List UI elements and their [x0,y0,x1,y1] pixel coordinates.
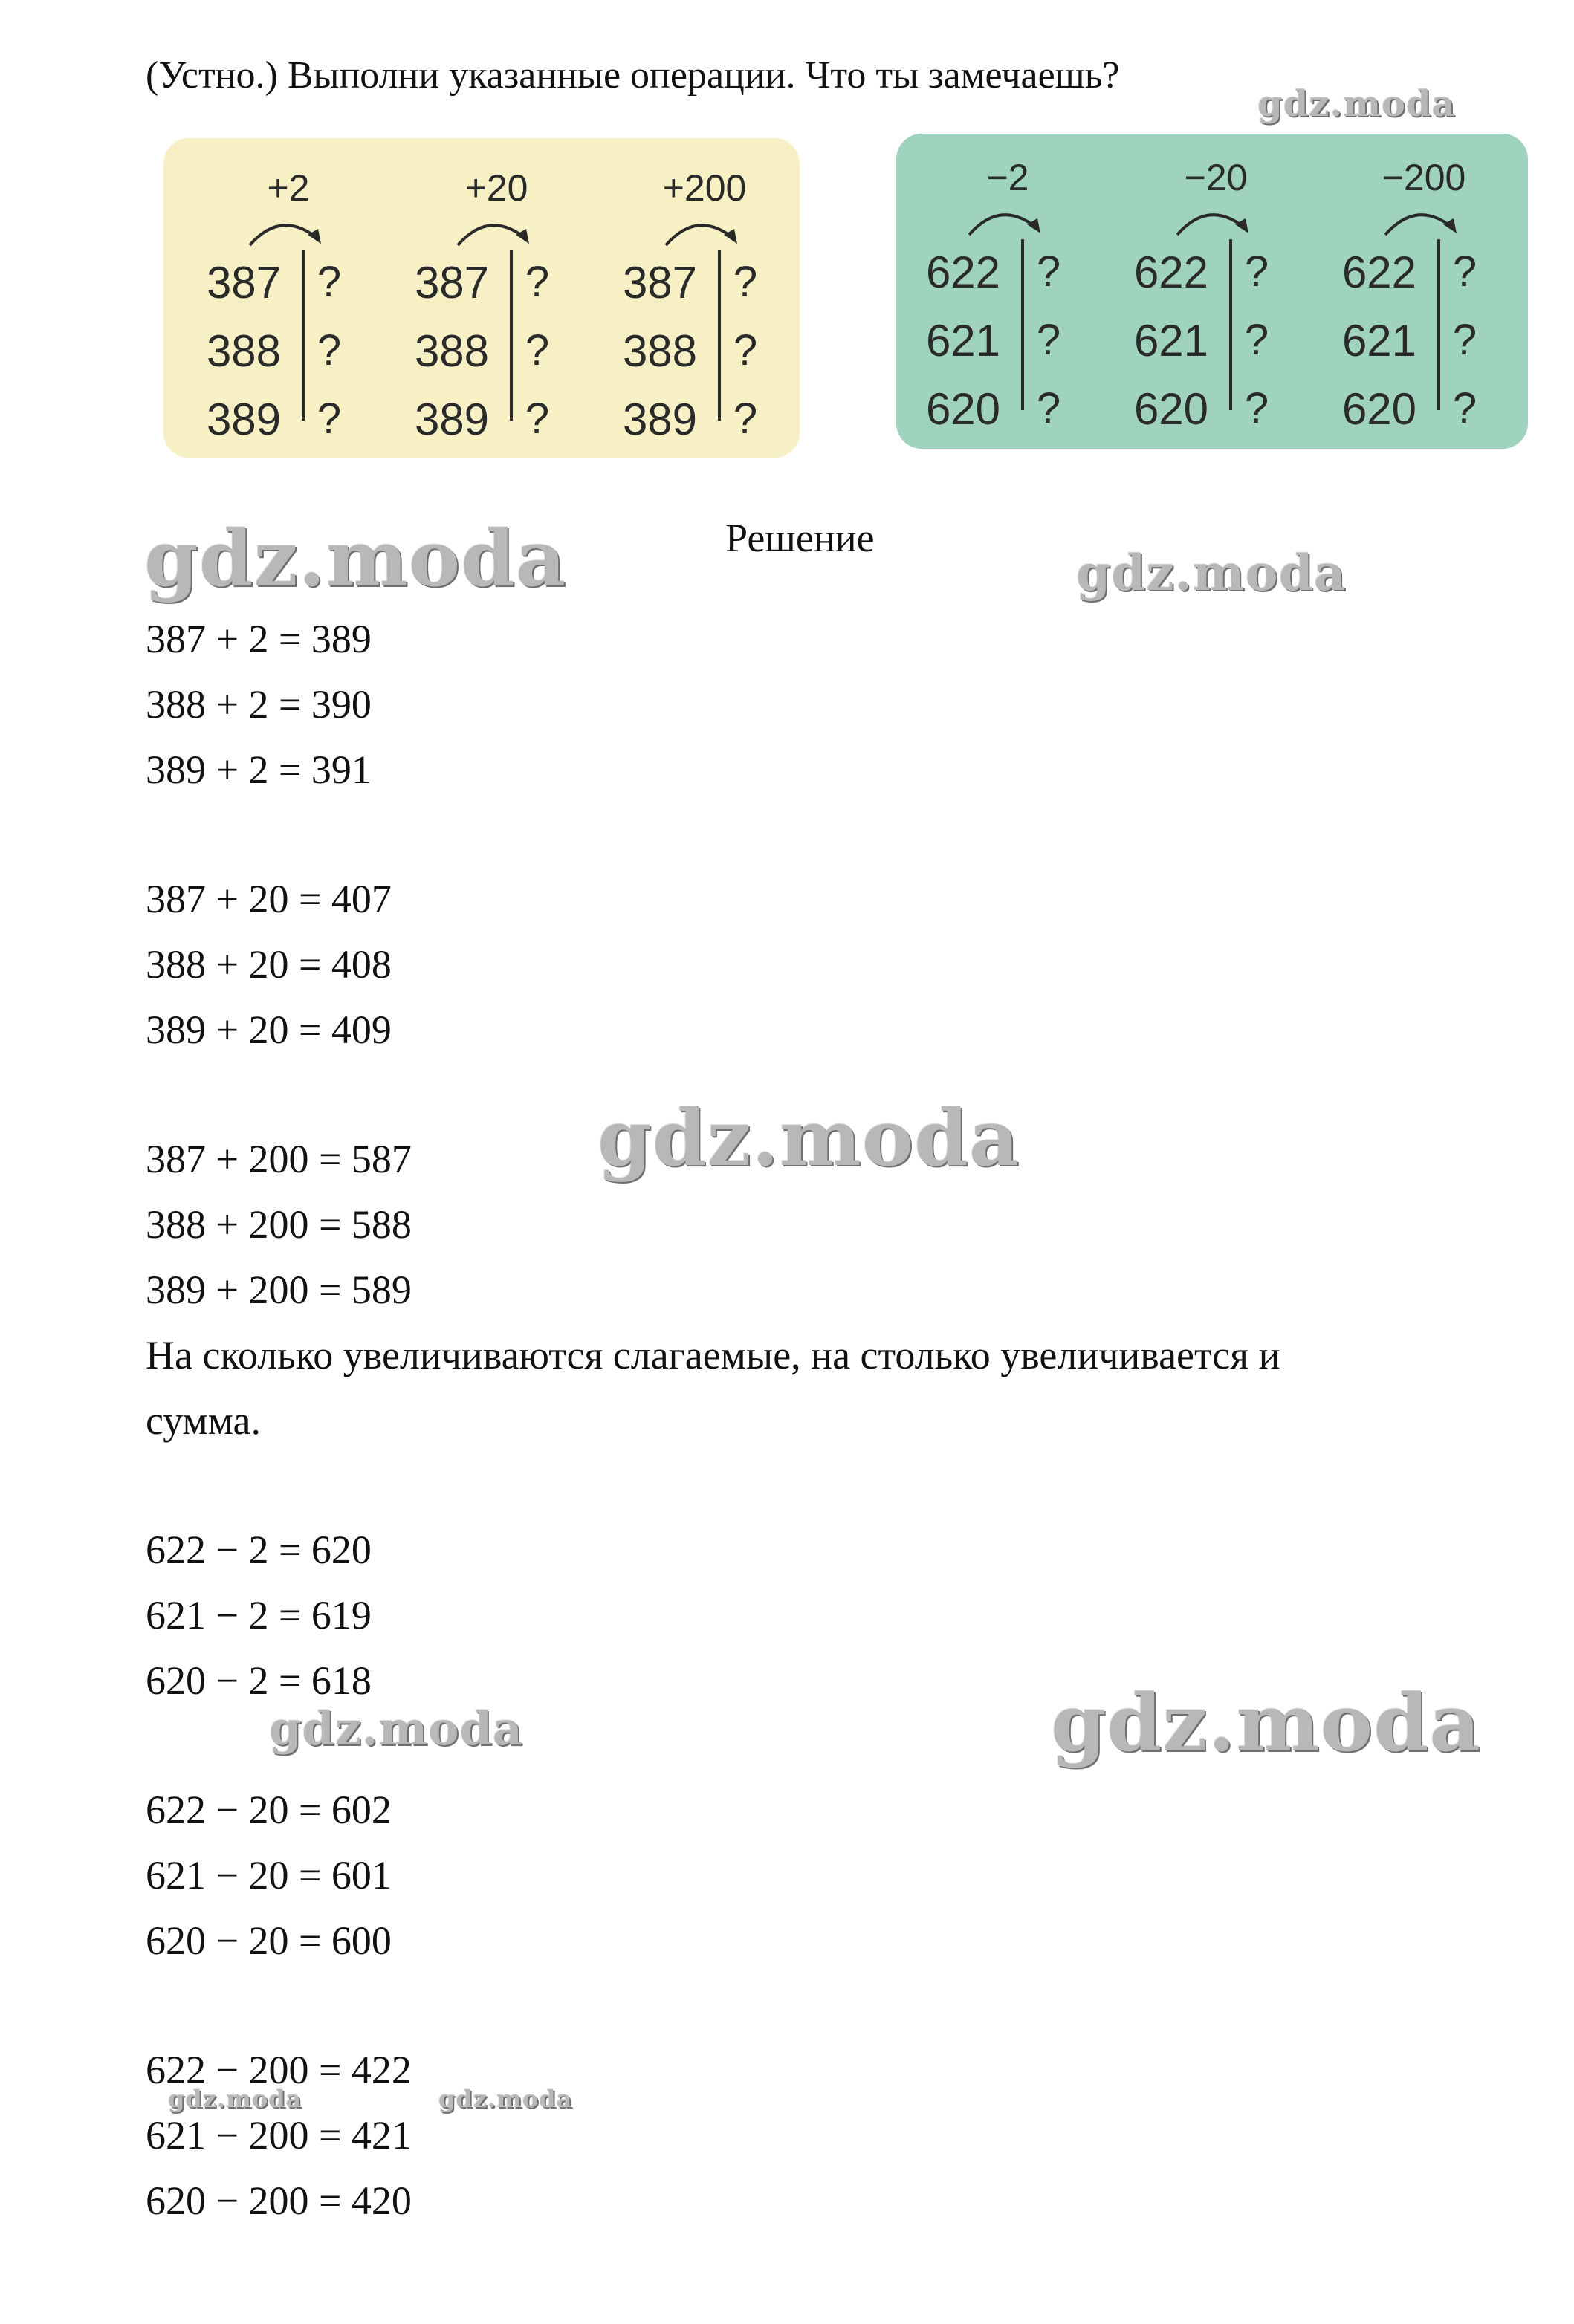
solution-line: 387 + 200 = 587 [146,1137,412,1181]
subtraction-group-minus-20 [1119,128,1305,447]
solution-line: 621 − 20 = 601 [146,1853,392,1898]
solution-line: 388 + 200 = 588 [146,1202,412,1247]
divider-line [1021,239,1024,410]
question-mark: ? [1452,384,1477,432]
number: 388 [622,326,698,376]
question-mark: ? [1244,384,1269,432]
number: 621 [1133,316,1209,366]
operation-label: +200 [662,167,747,209]
solution-line: 622 − 200 = 422 [146,2048,412,2092]
solution-line: 389 + 20 = 409 [146,1007,392,1052]
divider-line [302,250,305,421]
watermark: gdz.moda [438,2085,573,2113]
solution-heading: Решение [725,516,875,560]
number: 387 [206,258,282,308]
question-mark: ? [525,258,550,306]
divider-line [1229,239,1232,410]
question-mark: ? [733,326,758,374]
solution-line: 387 + 2 = 389 [146,617,372,661]
arrow-arc-icon [660,208,742,253]
subtraction-group-minus-200 [1327,128,1513,447]
number: 622 [1133,247,1209,297]
watermark: gdz.moda [269,1701,523,1756]
watermark: gdz.moda [1051,1676,1481,1769]
question-mark: ? [1036,247,1061,296]
solution-line: 389 + 200 = 589 [146,1268,412,1312]
number: 622 [1341,247,1417,297]
solution-line: 620 − 20 = 600 [146,1918,392,1963]
watermark: gdz.moda [168,2085,302,2113]
arrow-arc-icon [244,208,326,253]
divider-line [510,250,513,421]
number: 621 [1341,316,1417,366]
number: 388 [206,326,282,376]
number: 388 [414,326,490,376]
solution-line: 389 + 2 = 391 [146,747,372,792]
number: 622 [925,247,1001,297]
question-mark: ? [317,258,342,306]
solution-line: 620 − 200 = 420 [146,2178,412,2223]
watermark: gdz.moda [597,1092,1020,1184]
number: 389 [414,395,490,444]
watermark: gdz.moda [1076,544,1347,602]
subtraction-exercise-panel [896,134,1528,449]
operation-label: −20 [1184,157,1248,198]
addition-group-plus-2 [192,138,378,458]
subtraction-group-minus-2 [911,128,1097,447]
solution-line: 388 + 2 = 390 [146,682,372,727]
watermark: gdz.moda [1257,83,1456,125]
addition-exercise-panel [163,138,800,458]
operation-label: +20 [464,167,528,209]
question-mark: ? [1244,247,1269,296]
divider-line [718,250,721,421]
task-title: (Устно.) Выполни указанные операции. Что ты замечаешь? [146,54,1120,97]
operation-label: −2 [986,157,1029,198]
conclusion-text: сумма. [146,1398,261,1443]
solution-line: 621 − 200 = 421 [146,2113,412,2158]
question-mark: ? [317,326,342,374]
question-mark: ? [1036,316,1061,364]
solution-line: 622 − 20 = 602 [146,1788,392,1832]
question-mark: ? [1036,384,1061,432]
number: 621 [925,316,1001,366]
solution-line: 620 − 2 = 618 [146,1658,372,1703]
number: 387 [414,258,490,308]
addition-group-plus-20 [400,138,586,458]
question-mark: ? [733,258,758,306]
question-mark: ? [525,326,550,374]
divider-line [1437,239,1440,410]
question-mark: ? [525,395,550,443]
number: 387 [622,258,698,308]
solution-line: 622 − 2 = 620 [146,1528,372,1572]
solution-line: 621 − 2 = 619 [146,1593,372,1637]
question-mark: ? [733,395,758,443]
number: 620 [925,384,1001,434]
solution-line: 388 + 20 = 408 [146,942,392,987]
arrow-arc-icon [963,198,1045,242]
question-mark: ? [1244,316,1269,364]
question-mark: ? [1452,247,1477,296]
operation-label: +2 [267,167,310,209]
watermark: gdz.moda [144,513,567,604]
number: 620 [1133,384,1209,434]
question-mark: ? [1452,316,1477,364]
conclusion-text: На сколько увеличиваются слагаемые, на столько увеличивается и [146,1333,1280,1377]
question-mark: ? [317,395,342,443]
arrow-arc-icon [1379,198,1461,242]
solution-line: 387 + 20 = 407 [146,877,392,921]
arrow-arc-icon [452,208,534,253]
operation-label: −200 [1382,157,1466,198]
number: 620 [1341,384,1417,434]
addition-group-plus-200 [608,138,794,458]
number: 389 [622,395,698,444]
number: 389 [206,395,282,444]
arrow-arc-icon [1171,198,1253,242]
